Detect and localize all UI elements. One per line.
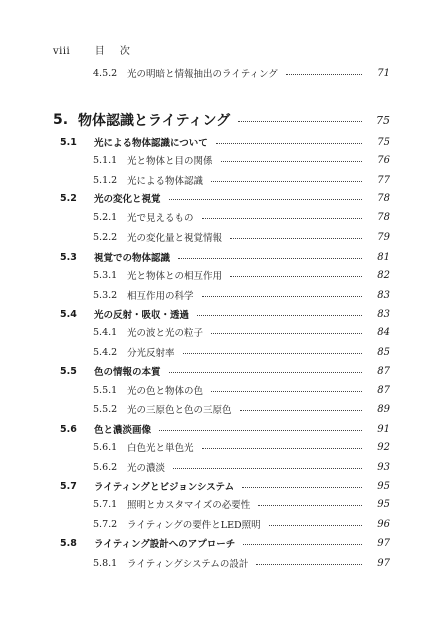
toc-entry-number: 4.5.2 (93, 67, 118, 79)
toc-entry-page: 97 (377, 557, 390, 569)
toc-entry-subsection[interactable] (0, 495, 447, 513)
toc-entry-title: ライティングとビジョンシステム (94, 482, 235, 493)
toc-entry-subsection[interactable] (0, 458, 447, 476)
toc-entry-subsection[interactable] (0, 266, 447, 284)
toc-entry-number: 5.8.1 (93, 557, 118, 569)
toc-entry-title: 光による物体認識について (94, 138, 208, 149)
toc-entry-title: 光の色と物体の色 (127, 386, 204, 397)
toc-entry-page: 81 (377, 251, 390, 263)
toc-entry-page: 83 (377, 308, 390, 320)
toc-entry-page: 87 (377, 384, 390, 396)
toc-entry-page: 78 (377, 211, 390, 223)
dot-leader (202, 218, 362, 219)
toc-entry-title: 色の情報の本質 (94, 367, 161, 378)
toc-entry-subsection[interactable] (0, 208, 447, 226)
toc-entry-page: 87 (377, 365, 390, 377)
toc-entry-section[interactable] (0, 362, 447, 380)
toc-entry-page: 83 (377, 289, 390, 301)
toc-entry-page: 95 (377, 480, 390, 492)
toc-entry-section[interactable] (0, 477, 447, 495)
dot-leader (202, 448, 362, 449)
toc-entry-number: 5.6.2 (93, 461, 118, 473)
toc-entry-section[interactable] (0, 248, 447, 266)
header-title: 目 次 (94, 46, 136, 57)
dot-leader (211, 333, 362, 334)
dot-leader (173, 468, 362, 469)
dot-leader (197, 315, 362, 316)
toc-entry-page: 95 (377, 498, 390, 510)
toc-entry-page: 91 (377, 423, 390, 435)
toc-entry-section[interactable] (0, 133, 447, 151)
toc-entry-title: 光の三原色と色の三原色 (127, 405, 232, 416)
dot-leader (243, 544, 362, 545)
toc-entry-title: 分光反射率 (127, 348, 175, 359)
toc-entry-page: 89 (377, 403, 390, 415)
toc-entry-title: 光の明暗と情報抽出のライティング (127, 69, 278, 80)
toc-entry-number: 5.1.1 (93, 154, 118, 166)
toc-entry-page: 71 (377, 67, 390, 79)
running-header (53, 42, 136, 57)
toc-entry-number: 5.5.2 (93, 403, 118, 415)
toc-entry-title: 光の反射・吸収・透過 (94, 310, 190, 321)
toc-entry-title: 光で見えるもの (127, 213, 194, 224)
toc-entry-number: 5.3 (60, 251, 77, 263)
toc-entry-title: 光と物体と目の関係 (127, 156, 213, 167)
toc-entry-number: 5. (53, 112, 69, 128)
dot-leader (211, 391, 362, 392)
toc-entry-subsection[interactable] (0, 515, 447, 533)
toc-entry-number: 5.3.2 (93, 289, 118, 301)
toc-entry-page: 97 (377, 537, 390, 549)
toc-entry-page: 96 (377, 518, 390, 530)
toc-entry-title: 色と濃淡画像 (94, 425, 152, 436)
toc-entry-page: 93 (377, 461, 390, 473)
toc-entry-page: 76 (377, 154, 390, 166)
toc-entry-number: 5.3.1 (93, 269, 118, 281)
toc-entry-title: 照明とカスタマイズの必要性 (127, 500, 251, 511)
toc-entry-section[interactable] (0, 189, 447, 207)
dot-leader (169, 372, 362, 373)
dot-leader (221, 161, 362, 162)
toc-entry-number: 5.2.1 (93, 211, 118, 223)
toc-entry-number: 5.7.1 (93, 498, 118, 510)
toc-entry-title: 白色光と単色光 (127, 443, 194, 454)
toc-entry-subsection[interactable] (0, 151, 447, 169)
toc-entry-number: 5.2.2 (93, 231, 118, 243)
toc-entry-number: 5.5.1 (93, 384, 118, 396)
dot-leader (230, 238, 362, 239)
toc-entry-chapter[interactable] (0, 107, 447, 133)
header-page-number: viii (53, 46, 71, 57)
toc-entry-page: 78 (377, 192, 390, 204)
toc-entry-page: 75 (376, 113, 390, 127)
dot-leader (211, 181, 362, 182)
dot-leader (169, 199, 362, 200)
toc-entry-number: 5.7 (60, 480, 77, 492)
toc-entry-number: 5.5 (60, 365, 77, 377)
toc-entry-title: 視覚での物体認識 (94, 253, 171, 264)
toc-entry-subsection[interactable] (0, 323, 447, 341)
toc-entry-subsection[interactable] (0, 400, 447, 418)
toc-entry-number: 5.4.1 (93, 326, 118, 338)
dot-leader (216, 143, 362, 144)
dot-leader (230, 276, 362, 277)
toc-entry-number: 5.8 (60, 537, 77, 549)
toc-entry-number: 5.2 (60, 192, 77, 204)
dot-leader (178, 258, 362, 259)
toc-entry-subsection[interactable] (0, 343, 447, 361)
toc-entry-title: 相互作用の科学 (127, 291, 194, 302)
toc-entry-number: 5.6 (60, 423, 77, 435)
toc-entry-page: 79 (377, 231, 390, 243)
toc-entry-subsection[interactable] (0, 286, 447, 304)
dot-leader (183, 353, 362, 354)
toc-entry-number: 5.1 (60, 136, 77, 148)
toc-entry-section[interactable] (0, 534, 447, 552)
dot-leader (240, 410, 362, 411)
toc-entry-title: 光による物体認識 (127, 176, 204, 187)
dot-leader (286, 74, 362, 75)
toc-entry-number: 5.1.2 (93, 174, 118, 186)
toc-entry-page: 75 (377, 136, 390, 148)
toc-entry-title: 光の波と光の粒子 (127, 328, 204, 339)
toc-entry-title: ライティングシステムの設計 (127, 559, 249, 570)
dot-leader (238, 121, 362, 122)
toc-entry-subsection[interactable] (0, 64, 447, 82)
toc-entry-subsection[interactable] (0, 228, 447, 246)
dot-leader (269, 525, 362, 526)
dot-leader (159, 430, 362, 431)
toc-entry-title: 光と物体との相互作用 (127, 271, 223, 282)
toc-entry-number: 5.4 (60, 308, 77, 320)
toc-entry-section[interactable] (0, 305, 447, 323)
toc-entry-subsection[interactable] (0, 438, 447, 456)
toc-entry-page: 92 (377, 441, 390, 453)
toc-entry-subsection[interactable] (0, 554, 447, 572)
toc-entry-title: ライティング設計へのアプローチ (94, 539, 236, 550)
dot-leader (256, 564, 362, 565)
toc-entry-title: 物体認識とライティング (78, 113, 231, 129)
toc-entry-number: 5.6.1 (93, 441, 118, 453)
dot-leader (258, 505, 362, 506)
toc-entry-title: 光の濃淡 (127, 463, 166, 474)
toc-entry-page: 77 (377, 174, 390, 186)
toc-entry-subsection[interactable] (0, 171, 447, 189)
dot-leader (202, 296, 362, 297)
toc-entry-title: ライティングの要件とLED照明 (127, 520, 261, 531)
toc-entry-number: 5.4.2 (93, 346, 118, 358)
toc-entry-page: 82 (377, 269, 390, 281)
toc-entry-title: 光の変化と視覚 (94, 194, 161, 205)
dot-leader (242, 487, 362, 488)
toc-entry-page: 85 (377, 346, 390, 358)
toc-entry-page: 84 (377, 326, 390, 338)
toc-entry-subsection[interactable] (0, 381, 447, 399)
toc-entry-number: 5.7.2 (93, 518, 118, 530)
toc-entry-title: 光の変化量と視覚情報 (127, 233, 223, 244)
toc-entry-section[interactable] (0, 420, 447, 438)
